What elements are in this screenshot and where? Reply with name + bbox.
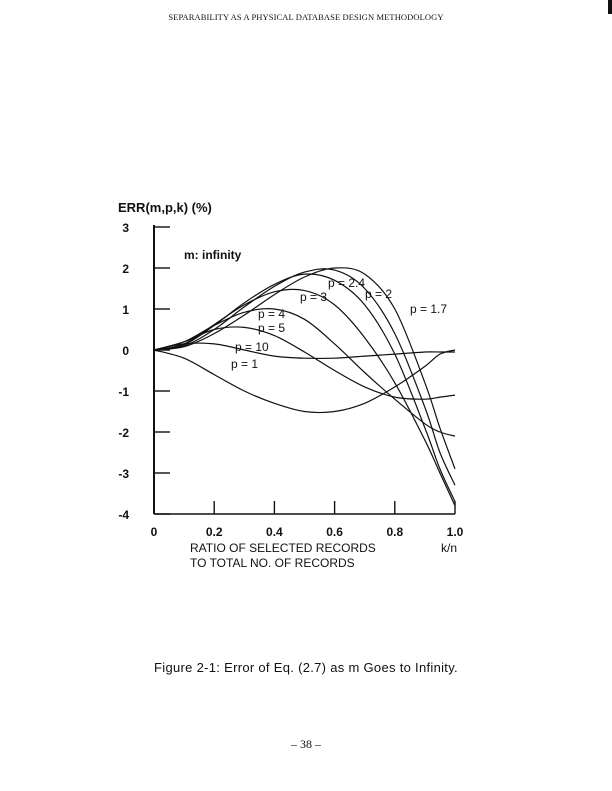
series-label-p-5: p = 5 xyxy=(258,321,286,335)
x-tick-label: 1.0 xyxy=(446,525,464,539)
series-label-p-2-4: p = 2.4 xyxy=(328,276,366,290)
running-head: SEPARABILITY AS A PHYSICAL DATABASE DESIGN METHODOLOGY xyxy=(168,12,444,22)
page-number: – 38 – xyxy=(291,737,321,751)
y-tick-label: 2 xyxy=(122,262,129,276)
series-label-p-10: p = 10 xyxy=(235,340,269,354)
series-label-p-3: p = 3 xyxy=(300,290,328,304)
series-label-p-1-7: p = 1.7 xyxy=(410,302,448,316)
y-tick-label: 3 xyxy=(122,221,129,235)
chart-axes xyxy=(118,221,463,539)
x-tick-label: 0.2 xyxy=(205,525,223,539)
y-axis-label: ERR(m,p,k) (%) xyxy=(118,200,212,215)
y-tick-label: -2 xyxy=(118,426,129,440)
y-tick-label: 1 xyxy=(122,303,129,317)
figure-caption: Figure 2-1: Error of Eq. (2.7) as m Goes to Infinity. xyxy=(154,660,458,675)
x-tick-label: 0.8 xyxy=(386,525,404,539)
x-axis-label-line-1: RATIO OF SELECTED RECORDS xyxy=(190,541,376,555)
series-label-p-4: p = 4 xyxy=(258,307,286,321)
x-unit-label: k/n xyxy=(441,541,458,555)
x-axis-label-line-2: TO TOTAL NO. OF RECORDS xyxy=(190,556,355,570)
series-line-p-1 xyxy=(154,350,455,413)
y-tick-label: -3 xyxy=(118,467,129,481)
y-tick-label: 0 xyxy=(122,344,129,358)
x-tick-label: 0.6 xyxy=(326,525,343,539)
x-tick-label: 0 xyxy=(150,525,158,539)
series-line-p-4 xyxy=(154,309,455,436)
series-line-p-10 xyxy=(154,343,455,358)
chart-annotation: m: infinity xyxy=(184,248,242,262)
series-label-p-1: p = 1 xyxy=(231,357,259,371)
y-tick-label: -4 xyxy=(118,508,129,522)
y-tick-label: -1 xyxy=(118,385,129,399)
x-tick-label: 0.4 xyxy=(266,525,283,539)
series-line-p-3 xyxy=(154,289,455,505)
series-label-p-2: p = 2 xyxy=(365,287,393,301)
